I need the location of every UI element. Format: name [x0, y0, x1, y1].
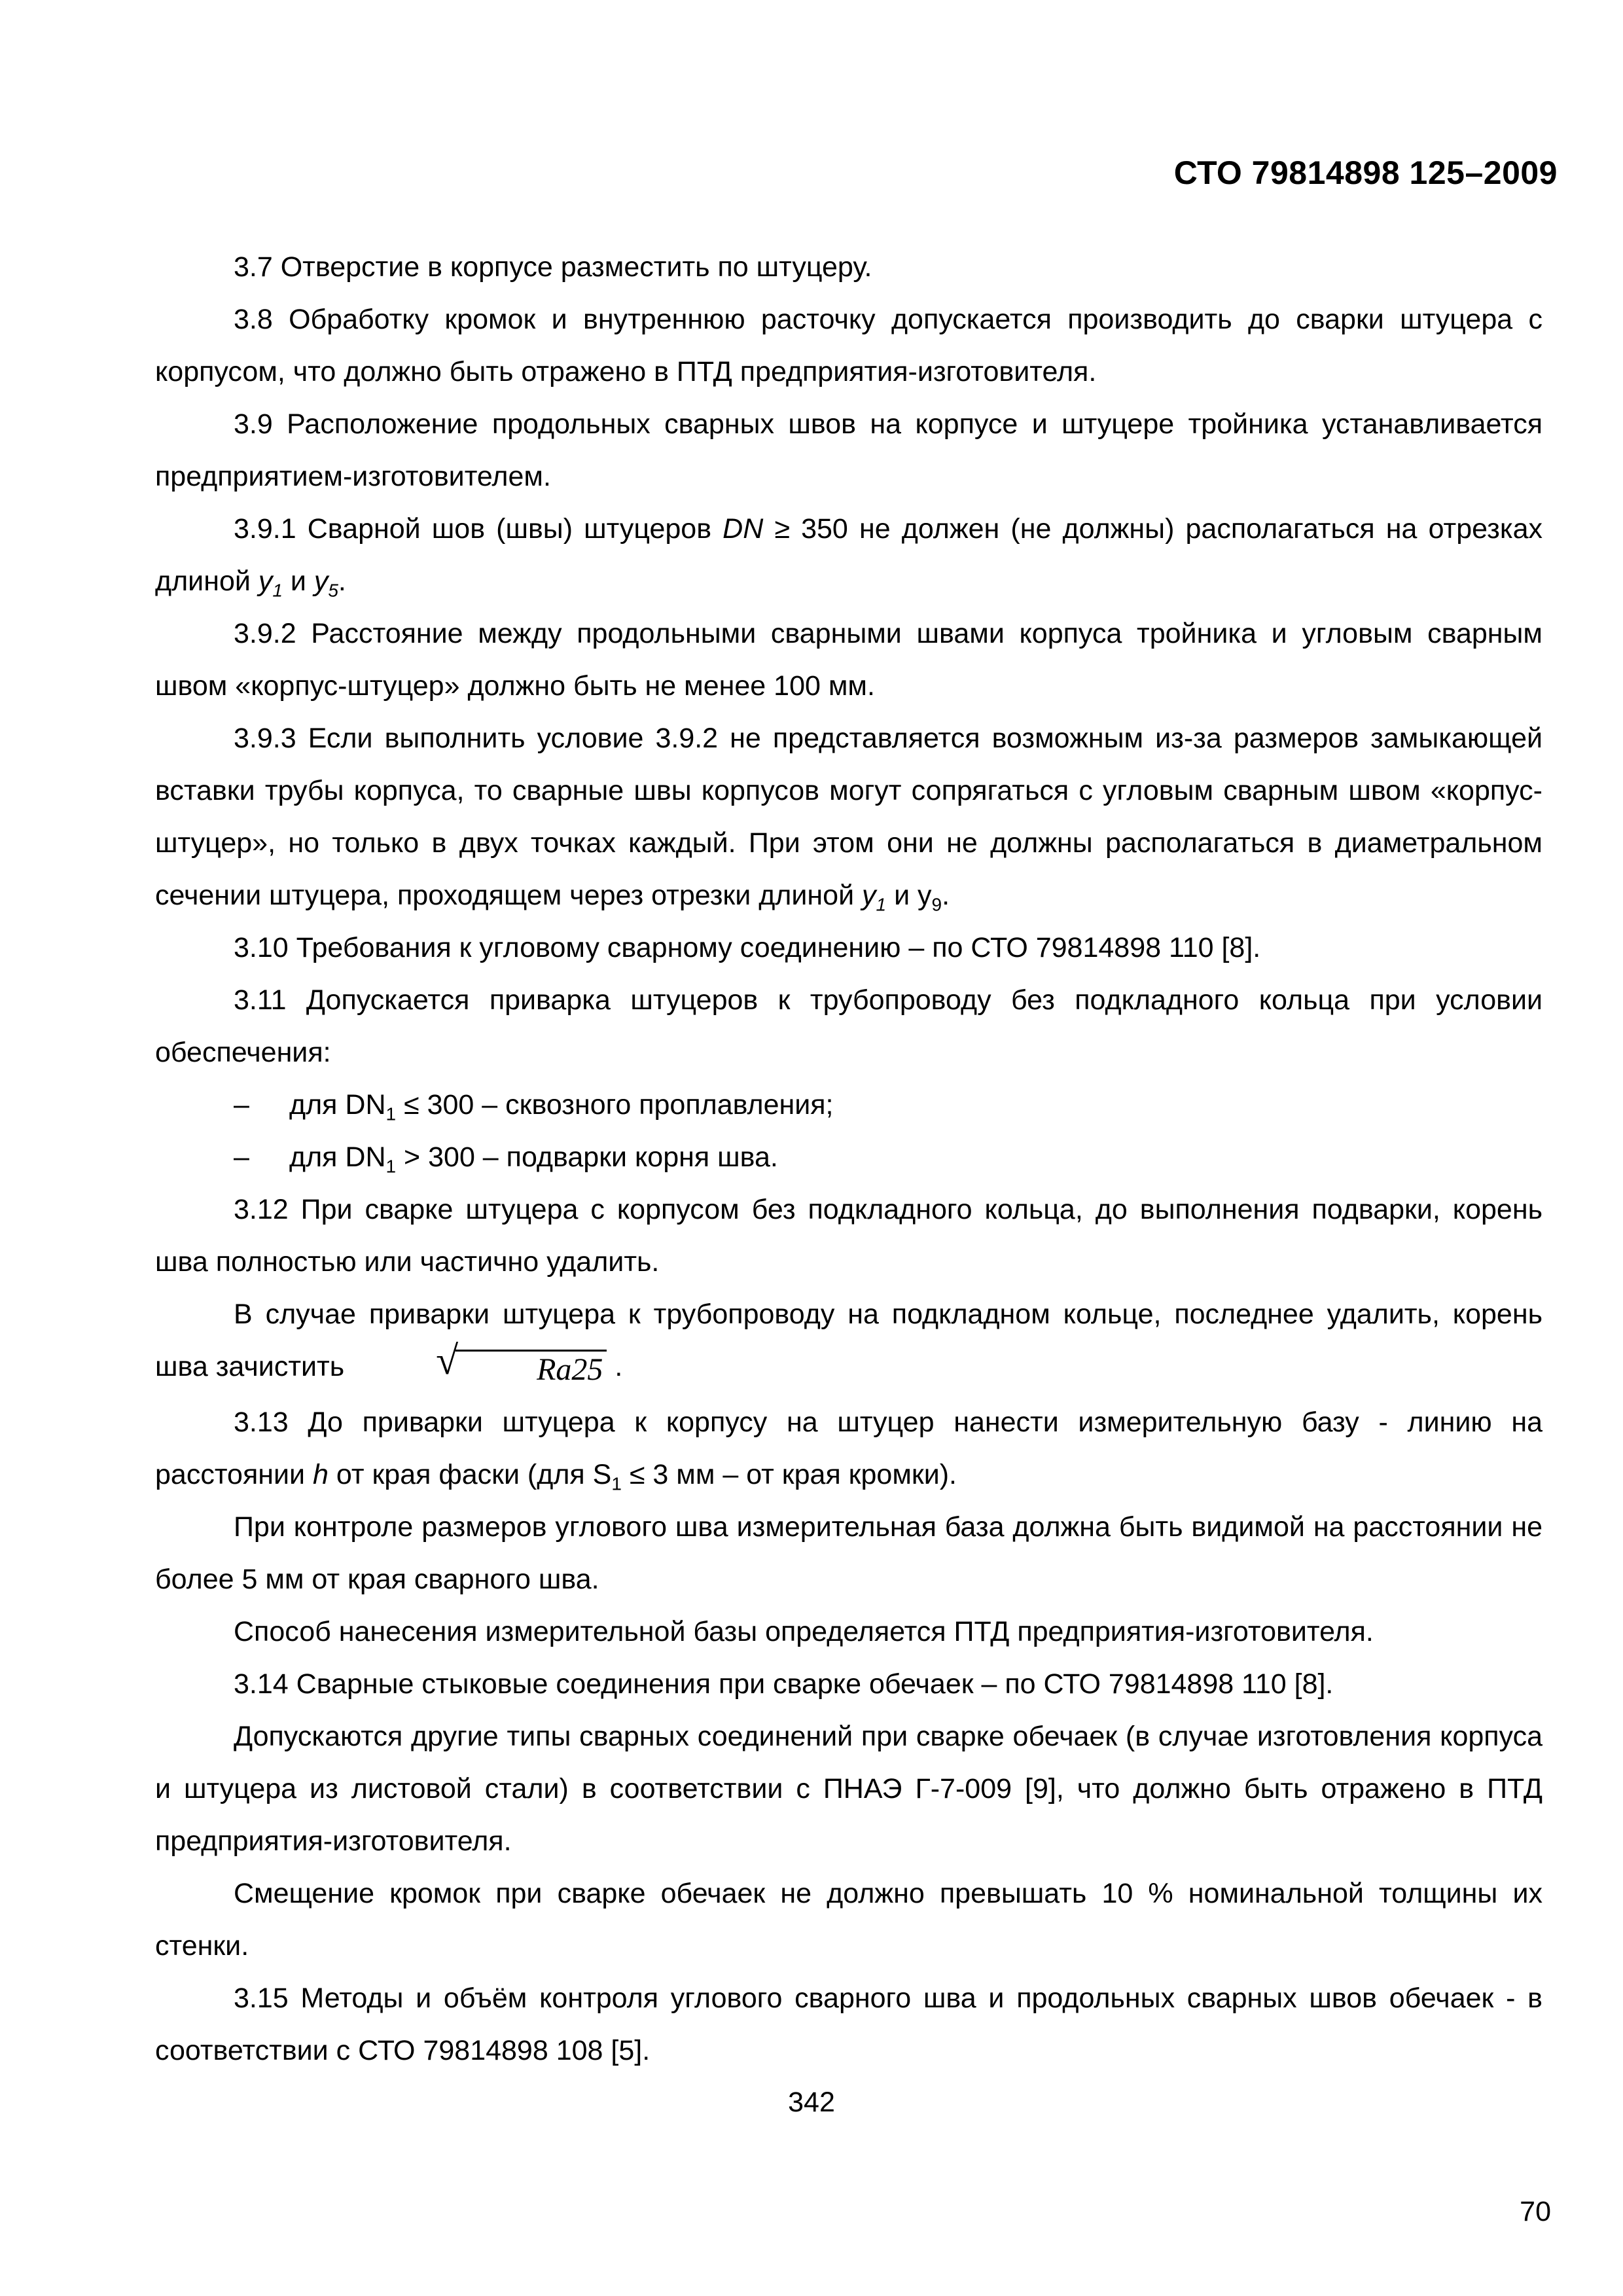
- text-run: DN: [722, 513, 764, 545]
- text-run: ≤ 300 – сквозного проплавления;: [396, 1089, 834, 1121]
- text-run: y: [258, 565, 273, 597]
- paragraph-3-12: 3.12 При сварке штуцера с корпусом без подкладного кольца, до выполнения подварки, корень шва полностью или частично удалить.: [155, 1194, 1543, 1278]
- paragraph-3-10: 3.10 Требования к угловому сварному соединению – по СТО 79814898 110 [8].: [234, 932, 1261, 963]
- paragraph-3-9-1: [155, 503, 1543, 607]
- text-run: для DN: [289, 1141, 386, 1173]
- subscript: 9: [931, 894, 942, 915]
- text-run: > 300 – подварки корня шва.: [396, 1141, 778, 1173]
- roughness-symbol: [357, 1338, 607, 1396]
- paragraph-3-12-b: [155, 1288, 1543, 1396]
- paragraph-3-9-2: 3.9.2 Расстояние между продольными сварными швами корпуса тройника и угловым сварным швом «корпус-штуцер» должно быть не менее 100 мм.: [155, 618, 1543, 702]
- document-code-header: СТО 79814898 125–2009: [1173, 154, 1558, 191]
- subscript: 1: [876, 894, 887, 915]
- paragraph-3-8: 3.8 Обработку кромок и внутреннюю расточку допускается производить до сварки штуцера с корпусом, что должно быть отражено в ПТД предприятия-изготовителя.: [155, 304, 1543, 387]
- text-run: y: [862, 880, 876, 911]
- radical-sign: √: [436, 1338, 459, 1383]
- text-run: ≥ 350 не должен (не должны) располагаться на отрезках длиной: [155, 513, 1543, 597]
- paragraph-3-15: 3.15 Методы и объём контроля углового сварного шва и продольных сварных швов обечаек - в соответствии с СТО 79814898 108 [5].: [155, 1982, 1543, 2066]
- text-run: h: [312, 1459, 329, 1490]
- page-number-right: 70: [1520, 2196, 1551, 2227]
- text-run: .: [942, 880, 950, 911]
- paragraph-3-13: [155, 1396, 1543, 1501]
- subscript: 5: [328, 580, 338, 601]
- text-run: 3.13 До приварки штуцера к корпусу на штуцер нанести измерительную базу - линию на расстоянии: [155, 1407, 1543, 1490]
- text-run: для DN: [289, 1089, 386, 1121]
- text-run: 3.9.3 Если выполнить условие 3.9.2 не представляется возможным из-за размеров замыкающей вставки трубы корпуса, то сварные швы корпусов могут сопрягаться с угловым сварным швом «корпус-штуцер», но только в двух точках каждый. При этом они не должны располагаться в диаметральном сечении штуцера, проходящем через отрезки длиной: [155, 723, 1543, 911]
- text-run: и y: [886, 880, 932, 911]
- paragraph-3-9: 3.9 Расположение продольных сварных швов на корпусе и штуцере тройника устанавливается предприятием-изготовителем.: [155, 408, 1543, 492]
- dash-bullet: –: [234, 1089, 249, 1121]
- subscript: 1: [385, 1156, 397, 1177]
- paragraph-3-13-b: При контроле размеров углового шва измерительная база должна быть видимой на расстоянии не более 5 мм от края сварного шва.: [155, 1511, 1543, 1595]
- text-run: 3.9.1 Сварной шов (швы) штуцеров: [234, 513, 723, 545]
- text-run: y: [313, 565, 329, 597]
- subscript: 1: [611, 1473, 622, 1494]
- document-body: [155, 241, 1543, 2077]
- paragraph-3-11: 3.11 Допускается приварка штуцеров к трубопроводу без подкладного кольца при условии обеспечения:: [155, 984, 1543, 1068]
- dash-bullet: –: [234, 1141, 249, 1173]
- text-run: от края фаски (для S: [328, 1459, 612, 1490]
- paragraph-3-13-c: Способ нанесения измерительной базы определяется ПТД предприятия-изготовителя.: [234, 1616, 1374, 1647]
- subscript: 1: [272, 580, 283, 601]
- text-run: ≤ 3 мм – от края кромки).: [621, 1459, 957, 1490]
- paragraph-3-14-b: Допускаются другие типы сварных соединений при сварке обечаек (в случае изготовления корпуса и штуцера из листовой стали) в соответствии с ПНАЭ Г-7-009 [9], что должно быть отражено в ПТД предприятия-изготовителя.: [155, 1721, 1543, 1857]
- text-run: В случае приварки штуцера к трубопроводу на подкладном кольце, последнее удалить, корень шва зачистить: [155, 1299, 1543, 1382]
- list-item-dn-le-300: [155, 1079, 1543, 1131]
- paragraph-3-14-c: Смещение кромок при сварке обечаек не должно превышать 10 % номинальной толщины их стенки.: [155, 1878, 1543, 1962]
- text-run: .: [607, 1351, 623, 1382]
- paragraph-3-7: 3.7 Отверстие в корпусе разместить по штуцеру.: [234, 251, 872, 283]
- roughness-value: Ra25: [455, 1350, 607, 1387]
- text-run: .: [338, 565, 346, 597]
- paragraph-3-14: 3.14 Сварные стыковые соединения при сварке обечаек – по СТО 79814898 110 [8].: [234, 1668, 1334, 1700]
- paragraph-3-9-3: [155, 712, 1543, 922]
- page-number-center: 342: [788, 2087, 835, 2118]
- list-item-dn-gt-300: [155, 1131, 1543, 1183]
- text-run: и: [282, 565, 314, 597]
- subscript: 1: [385, 1103, 397, 1124]
